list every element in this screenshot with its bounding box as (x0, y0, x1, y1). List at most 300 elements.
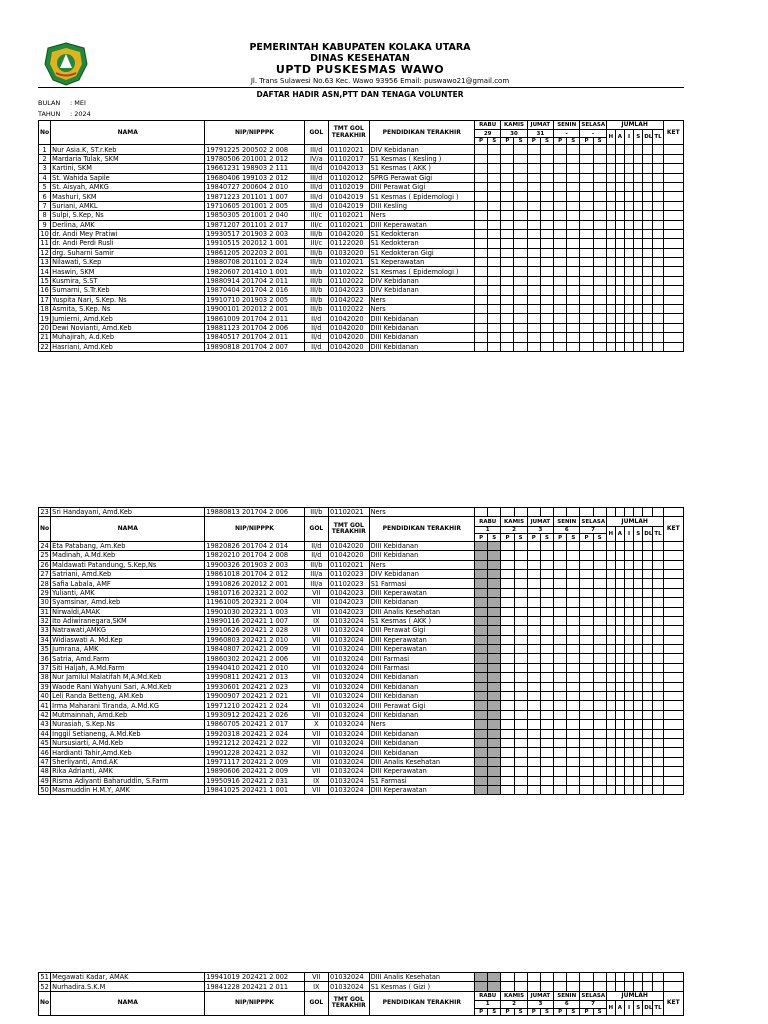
row-ket (663, 267, 683, 276)
row-nama: Hasriani, Amd.Keb (51, 342, 205, 351)
row-ket (663, 333, 683, 342)
row-attendance-cell (488, 508, 501, 517)
row-attendance-cell (474, 220, 487, 229)
row-attendance-cell (527, 239, 540, 248)
row-attendance-cell (475, 508, 488, 517)
row-attendance-cell (501, 560, 514, 569)
row-pendidikan: DIII Kebidanan (369, 323, 474, 332)
row-gol: VII (304, 701, 328, 710)
row-gol: II/d (304, 541, 328, 550)
row-nip: 19820607 201410 1 001 (205, 267, 304, 276)
row-attendance-cell (540, 314, 553, 323)
row-tmt: 01042019 (328, 201, 369, 210)
row-attendance-cell (540, 248, 553, 257)
row-attendance-cell (593, 720, 606, 729)
row-attendance-cell (540, 748, 553, 757)
row-attendance-cell (527, 729, 540, 738)
row-jumlah-cell (634, 342, 643, 351)
row-attendance-cell (554, 560, 567, 569)
row-no: 16 (40, 286, 49, 295)
row-attendance-cell (580, 767, 593, 776)
row-attendance-cell (527, 645, 540, 654)
row-tmt: 01042020 (328, 333, 369, 342)
row-attendance-cell (514, 757, 527, 766)
row-jumlah-cell (615, 258, 624, 267)
row-attendance-cell (580, 569, 593, 578)
table-row (39, 616, 684, 625)
row-jumlah-cell (643, 508, 653, 517)
row-attendance-cell (567, 663, 580, 672)
table-row (39, 211, 684, 220)
row-attendance-cell (567, 551, 580, 560)
row-pendidikan: Ners (369, 508, 474, 517)
row-jumlah-cell (624, 323, 633, 332)
row-attendance-cell (554, 164, 567, 173)
row-attendance-cell (567, 182, 580, 191)
col-day: KAMIS (501, 991, 527, 1000)
row-attendance-cell (514, 776, 527, 785)
row-ket (663, 785, 683, 794)
table-row (39, 785, 684, 794)
row-attendance-cell (580, 164, 593, 173)
row-attendance-cell (593, 626, 606, 635)
row-ket (663, 560, 683, 569)
row-tmt: 01032024 (329, 654, 370, 663)
row-no: 36 (40, 654, 49, 663)
row-jumlah-cell (625, 626, 634, 635)
col-date: - (580, 130, 606, 138)
row-attendance-cell (488, 239, 501, 248)
row-jumlah-cell (615, 192, 624, 201)
row-jumlah-cell (634, 267, 643, 276)
col-nama: NAMA (51, 121, 205, 145)
row-jumlah-cell (653, 267, 663, 276)
row-attendance-cell (475, 682, 488, 691)
row-no: 50 (40, 786, 49, 795)
row-ket (663, 342, 683, 351)
row-pendidikan: DIII Analis Kesehatan (369, 973, 474, 982)
row-attendance-cell (540, 701, 553, 710)
row-jumlah-cell (615, 220, 624, 229)
row-jumlah-cell (634, 323, 643, 332)
row-attendance-cell (488, 579, 501, 588)
table-row (39, 701, 684, 710)
row-attendance-cell (540, 560, 553, 569)
row-jumlah-cell (643, 276, 653, 285)
row-jumlah-cell (643, 682, 653, 691)
row-gol: IX (304, 616, 328, 625)
row-jumlah-cell (606, 616, 615, 625)
row-jumlah-cell (625, 720, 634, 729)
row-gol: VII (304, 626, 328, 635)
row-ket (663, 248, 683, 257)
row-attendance-cell (501, 145, 514, 154)
col-nama: NAMA (51, 991, 205, 1015)
row-ket (663, 748, 683, 757)
row-jumlah-cell (643, 645, 653, 654)
row-attendance-cell (554, 541, 567, 550)
col-day: RABU (475, 517, 501, 526)
row-attendance-cell (580, 973, 593, 982)
row-nama: Nursusiarti, A.Md.Keb (51, 738, 205, 747)
row-gol: VII (304, 663, 328, 672)
row-gol: VII (304, 607, 328, 616)
row-jumlah-cell (653, 663, 663, 672)
row-pendidikan: DIII Perawat Gigi (369, 701, 474, 710)
row-pendidikan: DIII Keperawatan (369, 767, 474, 776)
row-attendance-cell (567, 295, 580, 304)
row-attendance-cell (540, 776, 553, 785)
row-attendance-cell (474, 267, 487, 276)
row-tmt: 01032024 (329, 701, 370, 710)
row-attendance-cell (540, 182, 553, 191)
row-jumlah-cell (634, 211, 643, 220)
row-pendidikan: Ners (369, 211, 474, 220)
row-attendance-cell (554, 607, 567, 616)
col-ps: P (580, 534, 593, 542)
row-jumlah-cell (625, 729, 634, 738)
row-nama: Nur Jamilul Malatifah M,A.Md.Keb (51, 673, 205, 682)
table-row (39, 729, 684, 738)
row-jumlah-cell (606, 201, 615, 210)
row-attendance-cell (593, 729, 606, 738)
row-attendance-cell (514, 560, 527, 569)
row-jumlah-cell (606, 663, 615, 672)
row-jumlah-cell (606, 738, 615, 747)
row-attendance-cell (475, 635, 488, 644)
row-attendance-cell (540, 729, 553, 738)
row-attendance-cell (554, 645, 567, 654)
row-jumlah-cell (625, 508, 634, 517)
row-attendance-cell (527, 192, 540, 201)
row-attendance-cell (475, 588, 488, 597)
row-attendance-cell (501, 192, 514, 201)
row-jumlah-cell (615, 164, 624, 173)
row-ket (663, 220, 683, 229)
row-jumlah-cell (643, 182, 653, 191)
row-attendance-cell (593, 701, 606, 710)
row-attendance-cell (554, 145, 567, 154)
row-jumlah-cell (643, 588, 653, 597)
table-row (39, 588, 684, 597)
row-jumlah-cell (643, 211, 653, 220)
col-tmt: TMT GOL TERAKHIR (328, 121, 369, 145)
col-jumlah-sub: DL (643, 1001, 653, 1016)
row-attendance-cell (501, 229, 514, 238)
row-jumlah-cell (653, 211, 663, 220)
row-pendidikan: DIII Analis Kesehatan (369, 757, 474, 766)
col-day: RABU (474, 121, 500, 130)
row-jumlah-cell (625, 654, 634, 663)
row-nip: 19841025 202421 1 001 (205, 785, 304, 794)
row-gol: VII (304, 635, 328, 644)
row-nama: Yuspita Nari, S.Kep. Ns (51, 295, 205, 304)
col-jumlah-sub: TL (653, 1001, 663, 1016)
row-jumlah-cell (606, 239, 615, 248)
row-attendance-cell (593, 579, 606, 588)
row-jumlah-cell (615, 776, 624, 785)
row-nip: 19971117 202421 2 009 (205, 757, 304, 766)
row-attendance-cell (593, 145, 606, 154)
row-ket (663, 757, 683, 766)
row-jumlah-cell (615, 286, 624, 295)
address-line: Jl. Trans Sulawesi No.63 Kec. Wawo 93956 Email: puswawo21@gmail.com (250, 77, 510, 85)
attendance-table-3 (38, 972, 684, 1016)
row-attendance-cell (527, 276, 540, 285)
row-jumlah-cell (634, 314, 643, 323)
row-attendance-cell (514, 710, 527, 719)
row-attendance-cell (580, 757, 593, 766)
row-jumlah-cell (625, 776, 634, 785)
row-nama: Jumrana, AMK (51, 645, 205, 654)
row-nip: 19661231 198903 2 111 (205, 164, 304, 173)
row-jumlah-cell (606, 164, 615, 173)
row-jumlah-cell (653, 626, 663, 635)
month-value: : MEI (70, 99, 86, 107)
row-attendance-cell (580, 154, 593, 163)
col-date: 30 (501, 130, 527, 138)
row-no: 8 (39, 211, 51, 220)
row-attendance-cell (580, 588, 593, 597)
row-attendance-cell (540, 607, 553, 616)
row-nip: 19940410 202421 2 010 (205, 663, 304, 672)
row-ket (663, 551, 683, 560)
row-gol: III/b (304, 305, 328, 314)
col-date: 1 (475, 526, 501, 534)
row-jumlah-cell (634, 182, 643, 191)
row-nip: 19920318 202421 2 024 (205, 729, 304, 738)
row-jumlah-cell (625, 663, 634, 672)
row-nip: 19910626 202421 2 028 (205, 626, 304, 635)
row-jumlah-cell (606, 682, 615, 691)
col-ps: P (527, 534, 540, 542)
row-gol: VII (304, 682, 328, 691)
row-jumlah-cell (634, 560, 643, 569)
row-ket (663, 569, 683, 578)
row-jumlah-cell (634, 305, 643, 314)
row-attendance-cell (501, 598, 514, 607)
year-label: TAHUN (38, 110, 61, 118)
row-tmt: 01032020 (328, 248, 369, 257)
row-attendance-cell (488, 626, 501, 635)
col-jumlah-sub: H (606, 526, 615, 541)
table-row (39, 560, 684, 569)
row-attendance-cell (567, 748, 580, 757)
row-tmt: 01032024 (329, 982, 370, 991)
row-jumlah-cell (624, 145, 633, 154)
row-jumlah-cell (625, 682, 634, 691)
row-nama: Ito Adiwiranegara,SKM (51, 616, 205, 625)
row-attendance-cell (488, 682, 501, 691)
table-row (39, 645, 684, 654)
row-jumlah-cell (643, 748, 653, 757)
row-nama: Muhajirah, A.d.Keb (51, 333, 205, 342)
row-gol: III/a (304, 569, 328, 578)
row-attendance-cell (527, 973, 540, 982)
row-jumlah-cell (615, 333, 624, 342)
row-attendance-cell (501, 286, 514, 295)
row-jumlah-cell (624, 211, 633, 220)
row-jumlah-cell (634, 635, 643, 644)
row-tmt: 01032024 (329, 635, 370, 644)
row-attendance-cell (580, 333, 593, 342)
row-attendance-cell (514, 541, 527, 550)
row-jumlah-cell (606, 560, 615, 569)
row-tmt: 01042020 (329, 551, 370, 560)
row-pendidikan: DIV Kebidanan (369, 276, 474, 285)
row-attendance-cell (514, 154, 527, 163)
row-jumlah-cell (634, 776, 643, 785)
row-no: 37 (40, 664, 49, 673)
row-no: 39 (40, 682, 49, 691)
row-attendance-cell (488, 729, 501, 738)
row-jumlah-cell (634, 626, 643, 635)
row-ket (663, 192, 683, 201)
row-attendance-cell (527, 616, 540, 625)
row-no: 3 (39, 164, 51, 173)
row-attendance-cell (554, 757, 567, 766)
row-tmt: 01122020 (328, 239, 369, 248)
table-row (39, 258, 684, 267)
row-jumlah-cell (606, 569, 615, 578)
row-attendance-cell (580, 645, 593, 654)
table-row (39, 720, 684, 729)
row-attendance-cell (474, 258, 487, 267)
row-jumlah-cell (606, 541, 615, 550)
row-attendance-cell (554, 333, 567, 342)
col-jumlah-sub: DL (643, 526, 653, 541)
row-nama: Jumierni, Amd.Keb (51, 314, 205, 323)
row-jumlah-cell (606, 607, 615, 616)
row-jumlah-cell (625, 598, 634, 607)
row-attendance-cell (527, 267, 540, 276)
row-jumlah-cell (643, 616, 653, 625)
row-jumlah-cell (634, 692, 643, 701)
row-ket (663, 598, 683, 607)
col-jumlah-sub: A (615, 526, 624, 541)
row-nip: 11961005 202321 2 004 (205, 598, 304, 607)
row-no: 14 (40, 267, 49, 276)
row-attendance-cell (580, 295, 593, 304)
row-jumlah-cell (606, 757, 615, 766)
col-ps: P (554, 137, 567, 145)
row-nip: 19840807 202421 2 009 (205, 645, 304, 654)
row-attendance-cell (527, 201, 540, 210)
row-attendance-cell (514, 701, 527, 710)
row-jumlah-cell (653, 229, 663, 238)
row-attendance-cell (488, 192, 501, 201)
row-attendance-cell (567, 973, 580, 982)
row-attendance-cell (488, 598, 501, 607)
row-attendance-cell (567, 258, 580, 267)
table-row (39, 286, 684, 295)
row-attendance-cell (514, 145, 527, 154)
row-jumlah-cell (643, 598, 653, 607)
col-jumlah: JUMLAH (606, 121, 663, 130)
row-ket (663, 626, 683, 635)
row-jumlah-cell (643, 295, 653, 304)
row-gol: III/c (304, 239, 328, 248)
row-jumlah-cell (643, 314, 653, 323)
row-attendance-cell (580, 323, 593, 332)
row-nama: dr. Andi Perdi Rusli (51, 239, 205, 248)
row-attendance-cell (554, 295, 567, 304)
row-jumlah-cell (615, 314, 624, 323)
row-ket (663, 682, 683, 691)
row-attendance-cell (580, 607, 593, 616)
row-gol: VII (304, 654, 328, 663)
row-attendance-cell (501, 654, 514, 663)
row-ket (663, 692, 683, 701)
row-jumlah-cell (653, 201, 663, 210)
row-jumlah-cell (615, 229, 624, 238)
row-no: 48 (40, 767, 49, 776)
row-attendance-cell (488, 738, 501, 747)
row-jumlah-cell (615, 757, 624, 766)
row-ket (663, 701, 683, 710)
row-jumlah-cell (653, 173, 663, 182)
row-attendance-cell (488, 982, 501, 991)
row-tmt: 01032024 (329, 785, 370, 794)
row-attendance-cell (593, 333, 606, 342)
row-jumlah-cell (606, 729, 615, 738)
row-jumlah-cell (653, 333, 663, 342)
row-attendance-cell (580, 239, 593, 248)
row-nip: 19950916 202421 2 031 (205, 776, 304, 785)
row-pendidikan: DIII Kebidanan (369, 314, 474, 323)
col-day: KAMIS (501, 121, 527, 130)
row-pendidikan: DIII Kebidanan (369, 342, 474, 351)
row-nama: Leli Randa Betteng, AM.Keb (51, 692, 205, 701)
col-jumlah-sub: DL (643, 130, 653, 145)
row-attendance-cell (580, 626, 593, 635)
row-jumlah-cell (624, 239, 633, 248)
row-tmt: 01032024 (329, 645, 370, 654)
row-jumlah-cell (643, 342, 653, 351)
row-nama: Safia Labala, AMF (51, 579, 205, 588)
row-attendance-cell (527, 541, 540, 550)
row-tmt: 01102022 (328, 305, 369, 314)
table-row (39, 192, 684, 201)
row-attendance-cell (501, 220, 514, 229)
row-jumlah-cell (606, 145, 615, 154)
row-nip: 19901030 202321 1 003 (205, 607, 304, 616)
row-attendance-cell (488, 164, 501, 173)
row-attendance-cell (527, 635, 540, 644)
row-jumlah-cell (615, 323, 624, 332)
row-attendance-cell (593, 295, 606, 304)
row-nama: Kartini, SKM (51, 164, 205, 173)
row-attendance-cell (514, 738, 527, 747)
row-tmt: 01032024 (329, 776, 370, 785)
row-attendance-cell (540, 551, 553, 560)
col-date: 29 (474, 130, 500, 138)
row-jumlah-cell (615, 248, 624, 257)
row-attendance-cell (580, 314, 593, 323)
row-nama: St. Wahida Sapile (51, 173, 205, 182)
row-jumlah-cell (615, 182, 624, 191)
row-pendidikan: DIII Kebidanan (369, 738, 474, 747)
gov-title: PEMERINTAH KABUPATEN KOLAKA UTARA (249, 42, 471, 53)
row-nip: 19930517 201903 2 003 (205, 229, 304, 238)
row-jumlah-cell (634, 229, 643, 238)
row-tmt: 01032024 (329, 729, 370, 738)
col-pendidikan: PENDIDIKAN TERAKHIR (369, 991, 474, 1015)
row-attendance-cell (527, 682, 540, 691)
col-day: JUMAT (527, 991, 553, 1000)
row-jumlah-cell (615, 654, 624, 663)
row-nip: 19910515 202012 1 001 (205, 239, 304, 248)
